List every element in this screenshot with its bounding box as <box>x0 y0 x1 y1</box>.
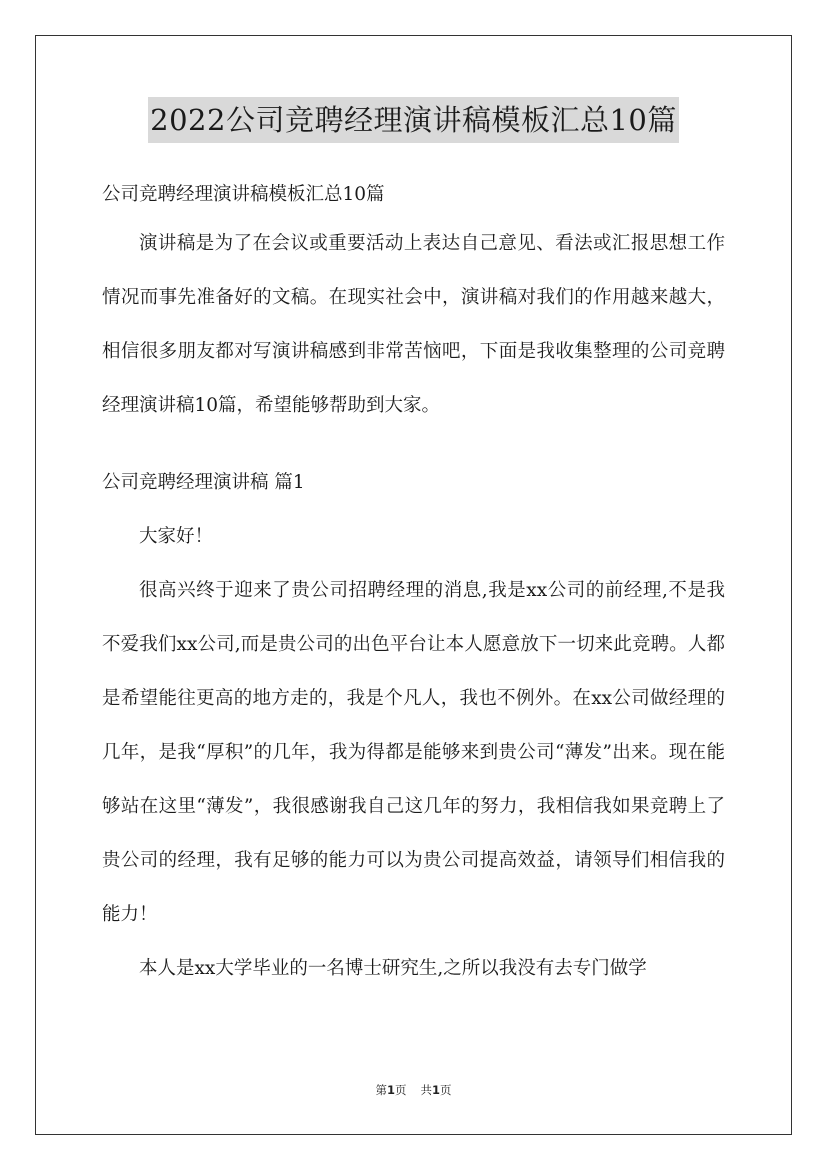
body-paragraph-1: 很高兴终于迎来了贵公司招聘经理的消息,我是xx公司的前经理,不是我不爱我们xx公司,而是贵公司的出色平台让本人愿意放下一切来此竞聘。人都是希望能往更高的地方走的，我是个凡人，我也不例外。在xx公司做经理的几年，是我“厚积”的几年，我为得都是能够来到贵公司“薄发”出来。现在能够站在这里“薄发”，我很感谢我自己这几年的努力，我相信我如果竞聘上了贵公司的经理，我有足够的能力可以为贵公司提高效益，请领导们相信我的能力！ <box>102 580 725 925</box>
intro-paragraph: 演讲稿是为了在会议或重要活动上表达自己意见、看法或汇报思想工作情况而事先准备好的文稿。在现实社会中，演讲稿对我们的作用越来越大，相信很多朋友都对写演讲稿感到非常苦恼吧，下面是我收集整理的公司竞聘经理演讲稿10篇，希望能够帮助到大家。 <box>102 233 725 416</box>
document-body <box>102 173 725 996</box>
page-footer <box>0 1082 827 1098</box>
body-paragraph-2: 本人是xx大学毕业的一名博士研究生,之所以我没有去专门做学 <box>139 958 647 979</box>
section-heading: 公司竞聘经理演讲稿 篇1 <box>102 472 305 493</box>
page-total: 1 <box>432 1083 441 1097</box>
total-prefix: 共 <box>420 1083 432 1097</box>
document-subtitle: 公司竞聘经理演讲稿模板汇总10篇 <box>102 184 385 205</box>
page-prefix: 第 <box>375 1083 387 1097</box>
total-suffix: 页 <box>440 1083 452 1097</box>
page-number: 1 <box>386 1083 395 1097</box>
page-suffix: 页 <box>395 1083 407 1097</box>
document-title: 2022公司竞聘经理演讲稿模板汇总10篇 <box>148 97 679 143</box>
greeting-line: 大家好！ <box>139 526 214 547</box>
title-container <box>0 97 827 143</box>
